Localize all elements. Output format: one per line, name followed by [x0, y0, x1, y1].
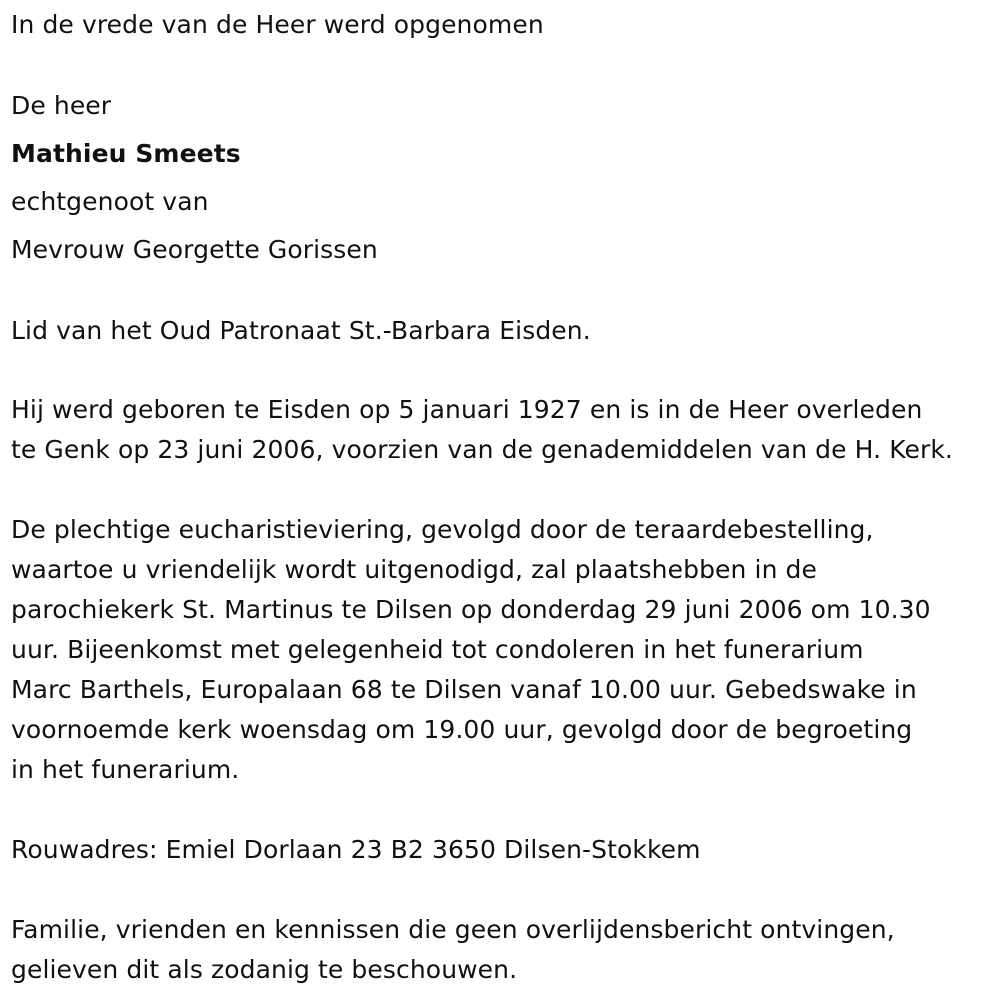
- birth-death-line: Hij werd geboren te Eisden op 5 januari 1927 en is in de Heer overleden: [11, 395, 923, 424]
- ceremony-line: in het funerarium.: [11, 755, 240, 784]
- ceremony-line: Marc Barthels, Europalaan 68 te Dilsen vanaf 10.00 uur. Gebedswake in: [11, 675, 917, 704]
- spouse-name: Mevrouw Georgette Gorissen: [11, 235, 378, 264]
- salutation: De heer: [11, 91, 112, 120]
- ceremony-line: parochiekerk St. Martinus te Dilsen op donderdag 29 juni 2006 om 10.30: [11, 595, 931, 624]
- ceremony-line: De plechtige eucharistieviering, gevolgd door de teraardebestelling,: [11, 515, 874, 544]
- ceremony-line: voornoemde kerk woensdag om 19.00 uur, gevolgd door de begroeting: [11, 715, 913, 744]
- relation-line: echtgenoot van: [11, 187, 209, 216]
- deceased-name: Mathieu Smeets: [11, 139, 241, 168]
- closing-line: Familie, vrienden en kennissen die geen overlijdensbericht ontvingen,: [11, 915, 895, 944]
- membership-line: Lid van het Oud Patronaat St.-Barbara Eisden.: [11, 316, 591, 345]
- ceremony-line: waartoe u vriendelijk wordt uitgenodigd, zal plaatshebben in de: [11, 555, 818, 584]
- closing-line: gelieven dit als zodanig te beschouwen.: [11, 955, 518, 984]
- intro-line: In de vrede van de Heer werd opgenomen: [11, 10, 544, 39]
- ceremony-line: uur. Bijeenkomst met gelegenheid tot condoleren in het funerarium: [11, 635, 864, 664]
- address-line: Rouwadres: Emiel Dorlaan 23 B2 3650 Dilsen-Stokkem: [11, 835, 701, 864]
- birth-death-line: te Genk op 23 juni 2006, voorzien van de genademiddelen van de H. Kerk.: [11, 435, 953, 464]
